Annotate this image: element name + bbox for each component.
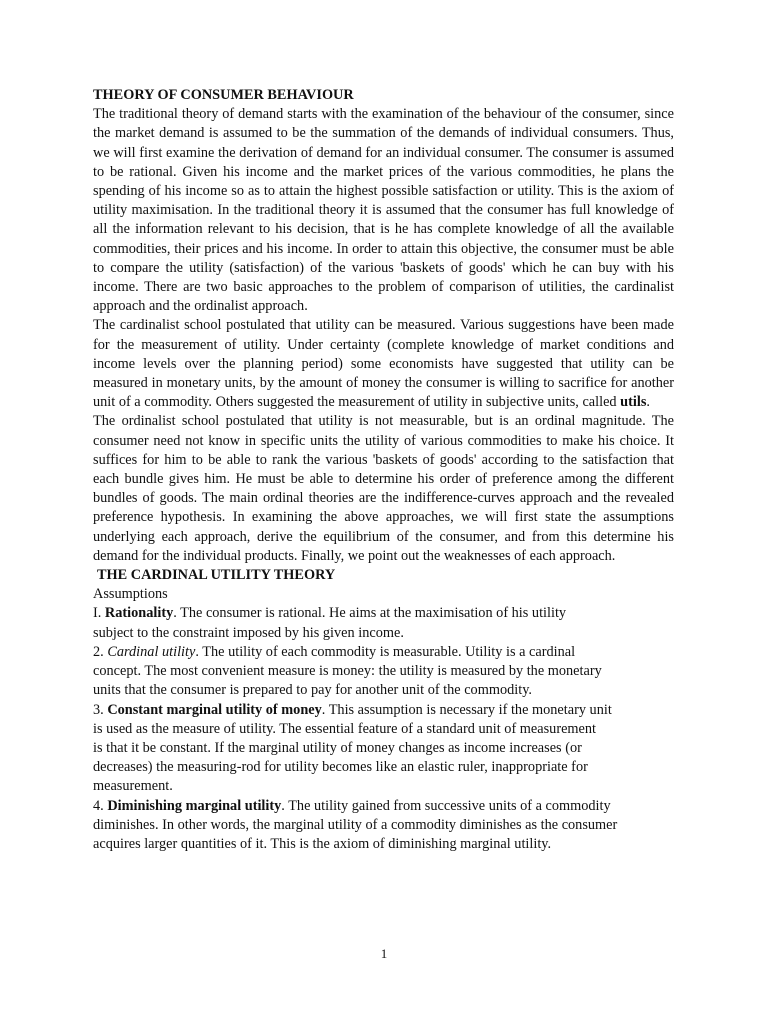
paragraph-ordinalist: The ordinalist school postulated that utility is not measurable, but is an ordinal magnitude. The consumer need not know in specific units the utility of various commodities to make his choice. It suffices for him to be able to rank the various 'baskets of goods' according to the satisfaction that each bundle gives him. He must be able to determine his order of preference among the different bundles of goods. The main ordinal theories are the indifference-curves approach and the revealed preference hypothesis. In examining the above approaches, we will first state the assumptions underlying each approach, derive the equilibrium of the consumer, and from this determine his demand for the individual products. Finally, we point out the weaknesses of each approach. xyxy=(93,413,674,564)
assumption-term: Diminishing marginal utility xyxy=(107,797,282,814)
document-page xyxy=(93,86,674,854)
assumption-constant-marginal-utility: 3. Constant marginal utility of money. This assumption is necessary if the monetary unit is used as the measure of utility. The essential feature of a standard unit of measurement is that it be constant. If the marginal utility of money changes as income increases (or decreases) the measuring-rod for utility becomes like an elastic ruler, inappropriate for measurement. xyxy=(93,701,612,795)
assumptions-label: Assumptions xyxy=(93,586,168,603)
page-number: 1 xyxy=(380,946,388,961)
assumption-term: Cardinal utility xyxy=(107,643,196,660)
document-title: THEORY OF CONSUMER BEHAVIOUR xyxy=(93,87,354,103)
assumption-term: Rationality xyxy=(104,605,174,622)
term-utils: utils xyxy=(620,394,647,411)
assumption-term: Constant marginal utility of money xyxy=(107,701,322,718)
paragraph-cardinalist: The cardinalist school postulated that utility can be measured. Various suggestions have been made for the measurement of utility. Under certainty (complete knowledge of market conditions and income levels over the planning period) some economists have suggested that utility can be measured in monetary units, by the amount of money the consumer is willing to sacrifice for another unit of a commodity. Others suggested the measurement of utility in subjective units, called utils. xyxy=(93,317,674,411)
paragraph-intro: The traditional theory of demand starts with the examination of the behaviour of the consumer, since the market demand is assumed to be the summation of the demands of individual consumers. Thus, we will first examine the derivation of demand for an individual consumer. The consumer is assumed to be rational. Given his income and the market prices of the various commodities, he plans the spending of his income so as to attain the highest possible satisfaction or utility. This is the axiom of utility maximisation. In the traditional theory it is assumed that the consumer has full knowledge of all the information relevant to his decision, that is he has complete knowledge of all the available commodities, their prices and his income. In order to attain this objective, the consumer must be able to compare the utility (satisfaction) of the various 'baskets of goods' which he can buy with his income. There are two basic approaches to the problem of comparison of utilities, the cardinalist approach and the ordinalist approach. xyxy=(93,106,674,315)
assumption-rationality: I. Rationality. The consumer is rational. He aims at the maximisation of his utility subject to the constraint imposed by his given income. xyxy=(93,605,567,641)
assumption-cardinal-utility: 2. Cardinal utility. The utility of each commodity is measurable. Utility is a cardinal concept. The most convenient measure is money: the utility is measured by the monetary units that the consumer is prepared to pay for another unit of the commodity. xyxy=(93,643,602,699)
assumption-diminishing-marginal-utility: 4. Diminishing marginal utility. The utility gained from successive units of a commodity diminishes. In other words, the marginal utility of a commodity diminishes as the consumer acquires larger quantities of it. This is the axiom of diminishing marginal utility. xyxy=(93,797,618,852)
section-title: THE CARDINAL UTILITY THEORY xyxy=(97,567,336,584)
paragraph-cardinalist-text: The cardinalist school postulated that utility can be measured. Various suggestions have been made for the measurement of utility. Under certainty (complete knowledge of market conditions and income levels over the planning period) some economists have suggested that utility can be measured in monetary units, by the amount of money the consumer is willing to sacrifice for another unit of a commodity. Others suggested the measurement of utility in subjective units, called xyxy=(93,317,674,411)
